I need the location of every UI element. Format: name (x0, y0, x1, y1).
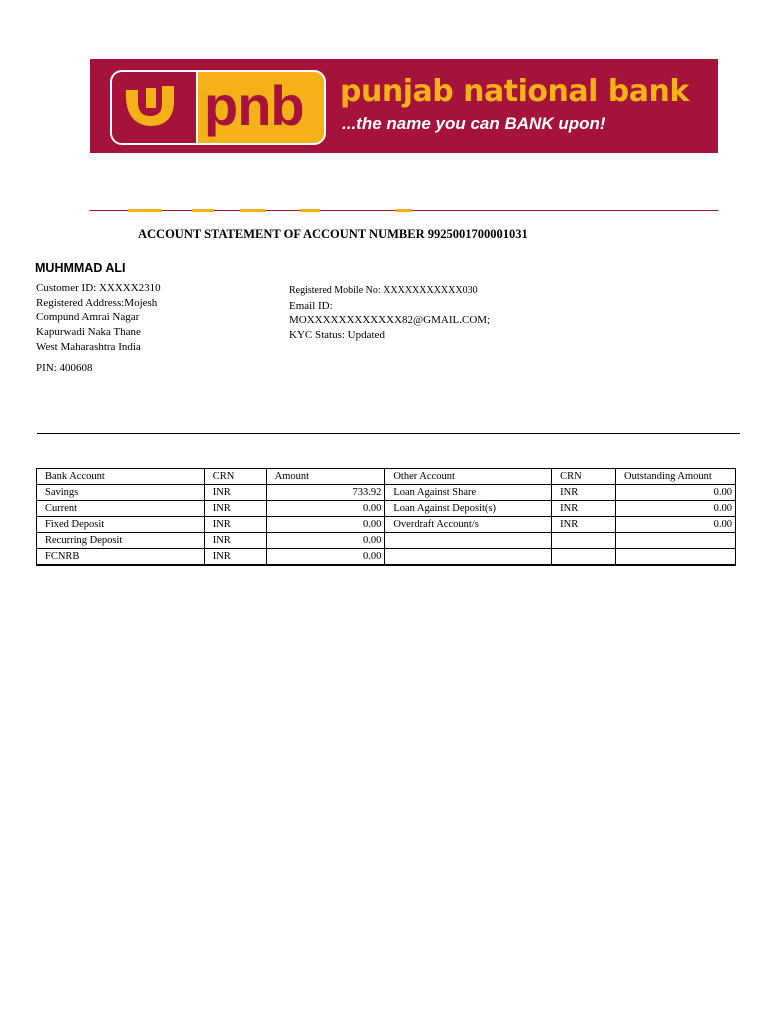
logo-text: pnb (204, 74, 304, 137)
table-cell: 733.92 (266, 485, 385, 501)
table-cell: 0.00 (616, 517, 736, 533)
table-cell (552, 533, 616, 549)
address-line: Compund Amrai Nagar (36, 311, 140, 324)
table-cell: INR (204, 549, 266, 566)
email-value: MOXXXXXXXXXXXX82@GMAIL.COM; (289, 314, 491, 327)
email-label: Email ID: (289, 299, 333, 312)
customer-pin: PIN: 400608 (36, 362, 93, 374)
table-cell: Loan Against Share (385, 485, 552, 501)
address-line: West Maharashtra India (36, 340, 141, 353)
logo-emblem (112, 72, 198, 143)
accounts-summary-table (36, 468, 736, 566)
table-cell (385, 533, 552, 549)
header-amount: Amount (266, 469, 385, 485)
table-cell: 0.00 (266, 533, 385, 549)
table-cell: INR (204, 533, 266, 549)
bank-header-banner (90, 59, 718, 153)
kyc-status: KYC Status: Updated (289, 329, 385, 342)
table-cell: INR (552, 485, 616, 501)
table-cell (385, 549, 552, 566)
table-cell: INR (204, 485, 266, 501)
bank-name: punjab national bank (340, 74, 689, 109)
table-cell: INR (552, 517, 616, 533)
table-cell: 0.00 (616, 485, 736, 501)
table-cell: 0.00 (266, 549, 385, 566)
divider-accent (300, 209, 320, 212)
table-cell: 0.00 (266, 501, 385, 517)
table-cell: 0.00 (616, 501, 736, 517)
table-row (37, 517, 736, 533)
divider-accent (396, 209, 412, 212)
divider-accent (192, 209, 214, 212)
table-row (37, 485, 736, 501)
customer-id: Customer ID: XXXXX2310 (36, 282, 161, 294)
bank-tagline: ...the name you can BANK upon! (342, 114, 606, 133)
table-cell (616, 533, 736, 549)
table-cell: INR (204, 517, 266, 533)
divider-accent (128, 209, 162, 212)
customer-name: MUHMMAD ALI (35, 261, 126, 275)
table-cell: Fixed Deposit (37, 517, 205, 533)
table-cell: Overdraft Account/s (385, 517, 552, 533)
table-cell: INR (552, 501, 616, 517)
table-cell: INR (204, 501, 266, 517)
table-cell: Savings (37, 485, 205, 501)
table-cell (616, 549, 736, 566)
header-crn: CRN (204, 469, 266, 485)
header-bank-account: Bank Account (37, 469, 205, 485)
divider-accent (240, 209, 266, 212)
pnb-emblem-icon (122, 80, 186, 136)
table-cell (552, 549, 616, 566)
table-cell: Loan Against Deposit(s) (385, 501, 552, 517)
address-line: Kapurwadi Naka Thane (36, 326, 141, 339)
header-outstanding-amount: Outstanding Amount (616, 469, 736, 485)
table-row (37, 533, 736, 549)
statement-title: ACCOUNT STATEMENT OF ACCOUNT NUMBER 9925001700001031 (138, 227, 528, 241)
table-cell: Current (37, 501, 205, 517)
table-cell: Recurring Deposit (37, 533, 205, 549)
table-header-row (37, 469, 736, 485)
header-crn: CRN (552, 469, 616, 485)
header-other-account: Other Account (385, 469, 552, 485)
table-row (37, 549, 736, 566)
table-cell: FCNRB (37, 549, 205, 566)
pnb-logo (110, 70, 326, 145)
table-cell: 0.00 (266, 517, 385, 533)
contact-details (289, 284, 490, 343)
registered-mobile: Registered Mobile No: XXXXXXXXXXX030 (289, 285, 478, 296)
customer-details (36, 281, 161, 355)
section-divider (37, 433, 740, 434)
address-line: Registered Address:Mojesh (36, 296, 158, 309)
table-row (37, 501, 736, 517)
